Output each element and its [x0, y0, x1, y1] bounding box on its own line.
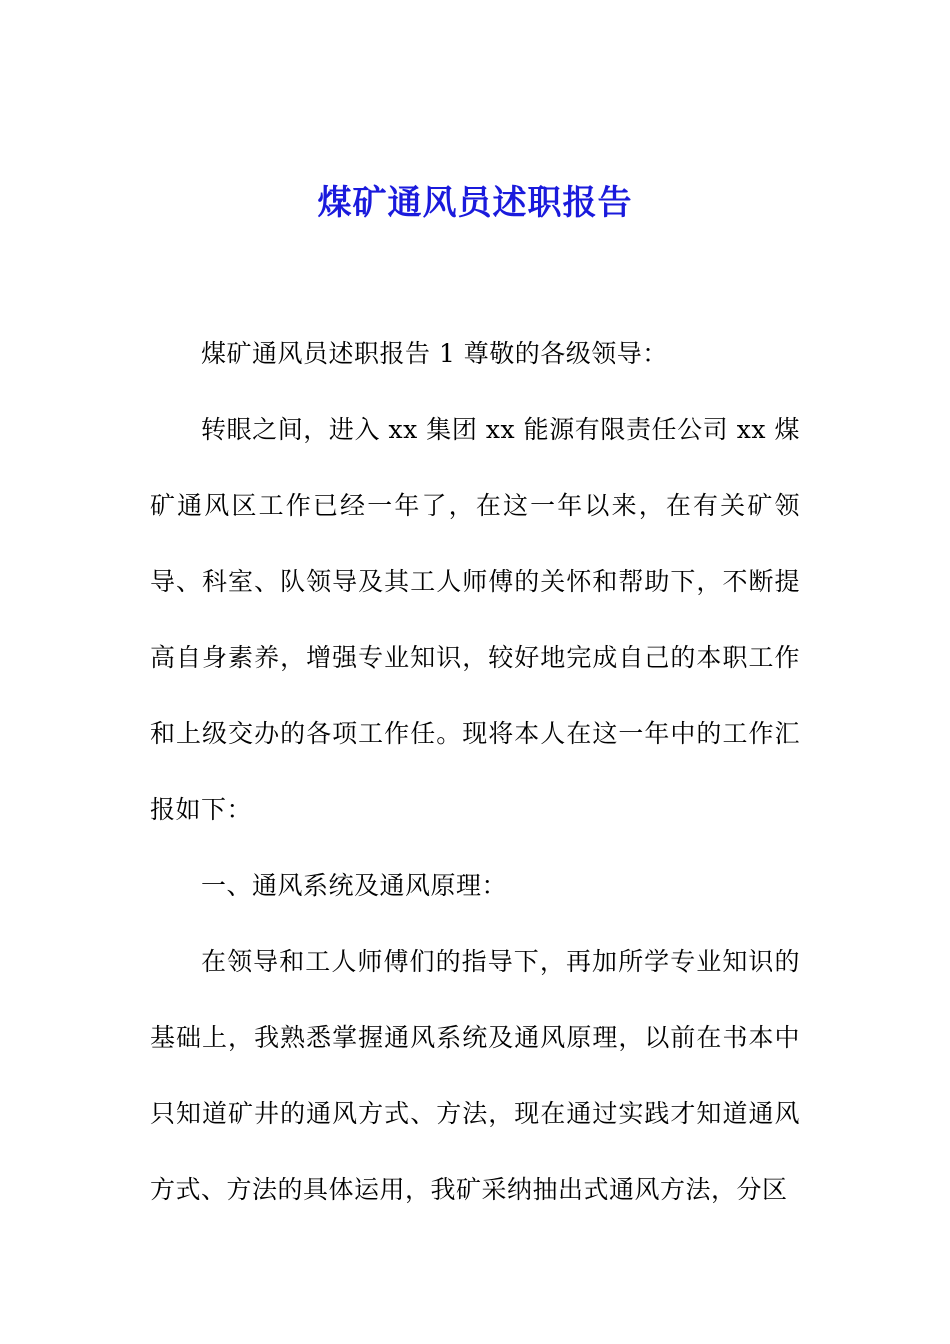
paragraph-intro: 转眼之间，进入 xx 集团 xx 能源有限责任公司 xx 煤矿通风区工作已经一年了，在这一年以来，在有关矿领导、科室、队领导及其工人师傅的关怀和帮助下，不断提高自身素养，增强专业知识，较好地完成自己的本职工作和上级交办的各项工作任。现将本人在这一年中的工作汇报如下： — [150, 415, 800, 824]
document-title: 煤矿通风员述职报告 — [317, 183, 633, 223]
paragraph-greeting: 煤矿通风员述职报告 1 尊敬的各级领导： — [201, 339, 668, 368]
paragraph-ventilation: 在领导和工人师傅们的指导下，再加所学专业知识的基础上，我熟悉掌握通风系统及通风原理，以前在书本中只知道矿井的通风方式、方法，现在通过实践才知道通风方式、方法的具体运用，我矿采纳抽出式通风方法，分区 — [150, 947, 800, 1204]
section-heading-ventilation: 一、通风系统及通风原理： — [201, 871, 508, 900]
document-body — [150, 316, 800, 1228]
